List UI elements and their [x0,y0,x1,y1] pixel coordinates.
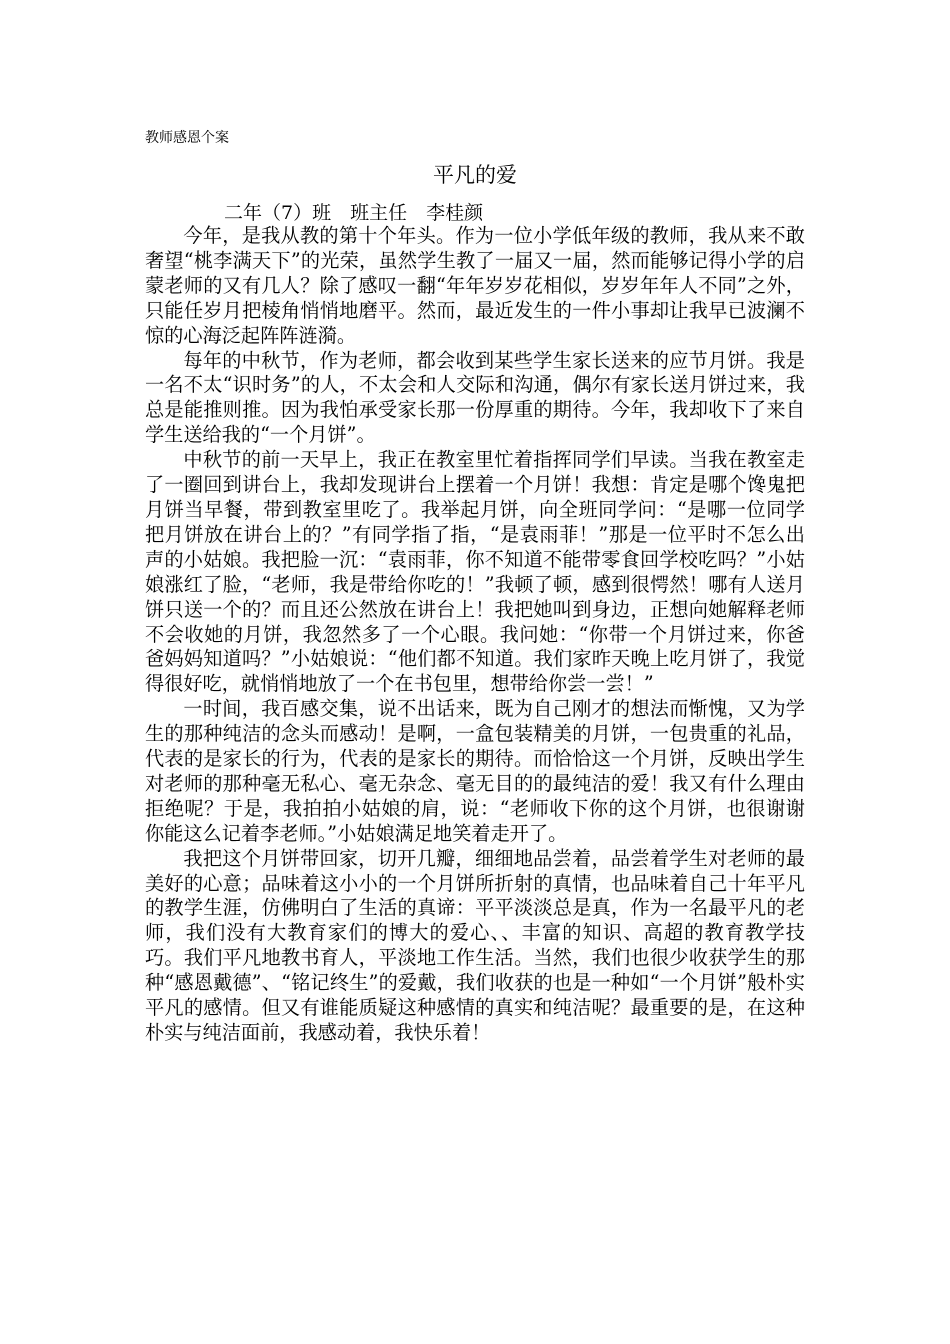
paragraph: 今年，是我从教的第十个年头。作为一位小学低年级的教师，我从来不敢奢望“桃李满天下”的光荣，虽然学生教了一届又一届，然而能够记得小学的启蒙老师的又有几人？除了感叹一翻“年年岁岁花相似，岁岁年年人不同”之外，只能任岁月把棱角悄悄地磨平。然而，最近发生的一件小事却让我早已波澜不惊的心海泛起阵阵涟漪。 [145,224,805,347]
paragraph: 一时间，我百感交集，说不出话来，既为自己刚才的想法而惭愧，又为学生的那种纯洁的念头而感动！是啊，一盒包装精美的月饼，一包贵重的礼品，代表的是家长的行为，代表的是家长的期待。而恰恰这一个月饼，反映出学生对老师的那种毫无私心、毫无杂念、毫无目的的最纯洁的爱！我又有什么理由拒绝呢？于是，我拍拍小姑娘的肩，说：“老师收下你的这个月饼，也很谢谢你能这么记着李老师。”小姑娘满足地笑着走开了。 [145,697,805,845]
author-byline: 二年（7）班 班主任 李桂颜 [224,202,484,224]
paragraph: 中秋节的前一天早上，我正在教室里忙着指挥同学们早读。当我在教室走了一圈回到讲台上，我却发现讲台上摆着一个月饼！我想：肯定是哪个馋鬼把月饼当早餐，带到教室里吃了。我举起月饼，向全班同学问：“是哪一位同学把月饼放在讲台上的？”有同学指了指，“是袁雨菲！”那是一位平时不怎么出声的小姑娘。我把脸一沉：“袁雨菲，你不知道不能带零食回学校吃吗？”小姑娘涨红了脸，“老师，我是带给你吃的！”我顿了顿，感到很愕然！哪有人送月饼只送一个的？而且还公然放在讲台上！我把她叫到身边，正想向她解释老师不会收她的月饼，我忽然多了一个心眼。我问她：“你带一个月饼过来，你爸爸妈妈知道吗？”小姑娘说：“他们都不知道。我们家昨天晚上吃月饼了，我觉得很好吃，就悄悄地放了一个在书包里，想带给你尝一尝！” [145,448,805,696]
paragraph: 每年的中秋节，作为老师，都会收到某些学生家长送来的应节月饼。我是一名不太“识时务”的人，不太会和人交际和沟通，偶尔有家长送月饼过来，我总是能推则推。因为我怕承受家长那一份厚重的期待。今年，我却收下了来自学生送给我的“一个月饼”。 [145,348,805,447]
paragraph: 我把这个月饼带回家，切开几瓣，细细地品尝着，品尝着学生对老师的最美好的心意；品味着这小小的一个月饼所折射的真情，也品味着自己十年平凡的教学生涯，仿佛明白了生活的真谛：平平淡淡总是真，作为一名最平凡的老师，我们没有大教育家们的博大的爱心、、丰富的知识、高超的教育教学技巧。我们平凡地教书育人，平淡地工作生活。当然，我们也很少收获学生的那种“感恩戴德”、“铭记终生”的爱戴，我们收获的也是一种如“一个月饼”般朴实平凡的感情。但又有谁能质疑这种感情的真实和纯洁呢？最重要的是，在这种朴实与纯洁面前，我感动着，我快乐着！ [145,846,805,1044]
document-body [145,224,805,1046]
header-note: 教师感恩个案 [145,130,229,146]
document-title: 平凡的爱 [433,163,517,187]
